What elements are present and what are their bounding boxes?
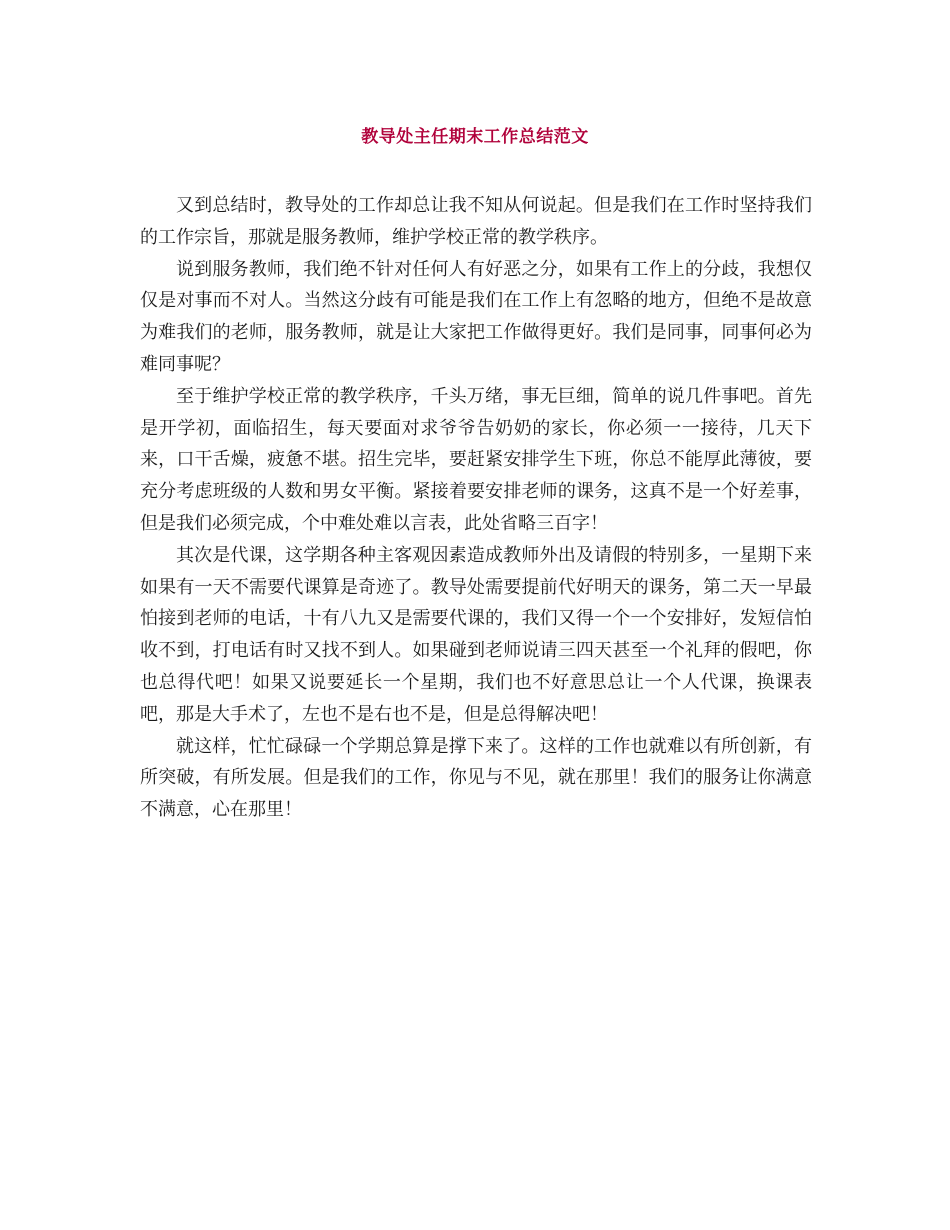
paragraph-5: 就这样，忙忙碌碌一个学期总算是撑下来了。这样的工作也就难以有所创新，有所突破，有所发展。但是我们的工作，你见与不见，就在那里！我们的服务让你满意不满意，心在那里！ bbox=[140, 735, 812, 821]
document-title: 教导处主任期末工作总结范文 bbox=[361, 127, 589, 147]
paragraph-1: 又到总结时，教导处的工作却总让我不知从何说起。但是我们在工作时坚持我们的工作宗旨，那就是服务教师，维护学校正常的教学秩序。 bbox=[140, 195, 812, 248]
document-body bbox=[140, 190, 812, 826]
paragraph-4: 其次是代课，这学期各种主客观因素造成教师外出及请假的特别多，一星期下来如果有一天不需要代课算是奇迹了。教导处需要提前代好明天的课务，第二天一早最怕接到老师的电话，十有八九又是需要代课的，我们又得一个一个安排好，发短信怕收不到，打电话有时又找不到人。如果碰到老师说请三四天甚至一个礼拜的假吧，你也总得代吧！如果又说要延长一个星期，我们也不好意思总让一个人代课，换课表吧，那是大手术了，左也不是右也不是，但是总得解决吧！ bbox=[140, 544, 812, 725]
paragraph-2: 说到服务教师，我们绝不针对任何人有好恶之分，如果有工作上的分歧，我想仅仅是对事而不对人。当然这分歧有可能是我们在工作上有忽略的地方，但绝不是故意为难我们的老师，服务教师，就是让大家把工作做得更好。我们是同事，同事何必为难同事呢？ bbox=[140, 258, 812, 375]
paragraph-3: 至于维护学校正常的教学秩序，千头万绪，事无巨细，简单的说几件事吧。首先是开学初，面临招生，每天要面对求爷爷告奶奶的家长，你必须一一接待，几天下来，口干舌燥，疲惫不堪。招生完毕，要赶紧安排学生下班，你总不能厚此薄彼，要充分考虑班级的人数和男女平衡。紧接着要安排老师的课务，这真不是一个好差事，但是我们必须完成，个中难处难以言表，此处省略三百字！ bbox=[140, 385, 812, 534]
